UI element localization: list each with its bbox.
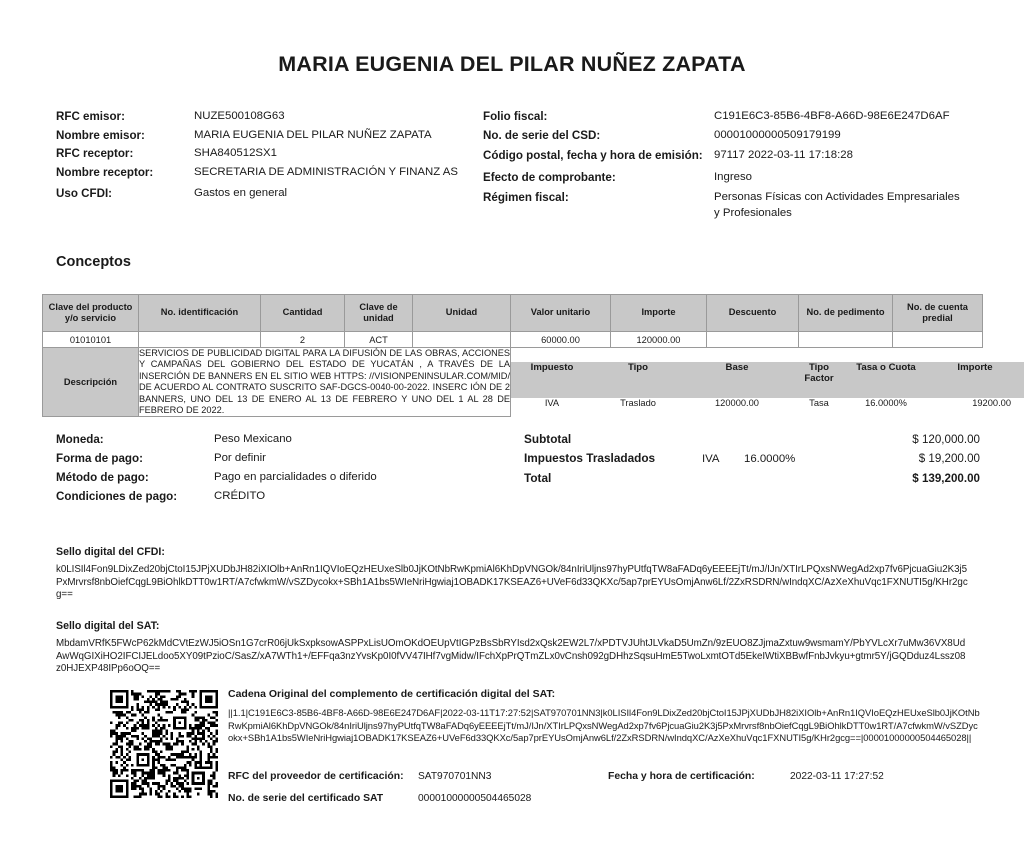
- col-impuesto: Impuesto: [511, 362, 593, 398]
- impuestos-header-row: [511, 362, 1024, 398]
- field-label: Método de pago:: [56, 471, 149, 484]
- field-label: Código postal, fecha y hora de emisión:: [483, 149, 703, 162]
- col-base: Base: [683, 362, 791, 398]
- sello-sat-text: MbdamVRfK5FWcP62kMdCVtEzWJ5iOSn1G7crR06jUkSxpksowASPPxLisUOmOKdOEUpVtIGPzBsSbRYIsd2xQsk2EW2L7/xPDTVJUhtJLVkaD5UmZn/9zEUO8ZJjmaZxtuw9wsmamY/PbYVLcXr7uMw36VX8UdAwWqGIXiHO2IFCIJELdoo5XY09tPzioC/SasZ/xA7WTh1+/EFFqa3nzYvsKp0I0fVV47IHf7vgMidw/IFchXpPrQTmZLx0vCnsh092gDHhzSqsuHmE5TwoLxmtOTd5EkeIWtiXBBwfFnbJvkyu+gtmr5Y/jGQDduz4Lssz08z0HJEXP48IPp6oOQ==: [56, 638, 966, 675]
- field-folio-fiscal: [483, 108, 963, 125]
- field-value: SHA840512SX1: [194, 147, 277, 159]
- row-total: [524, 469, 980, 488]
- col-clave-producto: Clave del producto y/o servicio: [43, 295, 139, 332]
- cell-clave-unidad: ACT: [345, 332, 413, 348]
- field-label: Nombre receptor:: [56, 165, 154, 179]
- cell-importe: 120000.00: [611, 332, 707, 348]
- rfc-proveedor-value: SAT970701NN3: [418, 771, 492, 782]
- field-value: Ingreso: [714, 170, 752, 183]
- cell-impuesto: IVA: [544, 397, 560, 408]
- sello-cfdi-text: k0LISIl4Fon9LDixZed20bjCtoI15JPjXUDbJH82iXIOlb+AnRn1IQVIoEQzHEUxeSlb0JjKOtNbRwKpmiAl6KhDpVNGOk/84nIriUljns97hyPUtfqTW8aFADq6yEEEEjTt/mJ/IJn/XTIrLPQxsNWegAd2xp7fv6PjcuaGiu2K3j5PxMrvrsf8nbOiefCqgL9BiOhlkDTT0w1RT/A7cfwkmW/vSZDycokx+SBh1A1bs5WIeNriHgwiaj1OBADK17KSEAZ6+UVeF6d33QKXc/5ap7prEYUsOmjAnw6Lf/2ZxRSDRN/wIndqXC/AzXeXhuVqc1FXNUTI5g/KHr2gcg==: [56, 564, 968, 601]
- cadena-original-text: ||1.1|C191E6C3-85B6-4BF8-A66D-98E6E247D6AF|2022-03-11T17:27:52|SAT970701NN3|k0LISIl4Fon9LDixZed20bjCtoI15JPjXUDbJH82iXIOlb+AnRn1IQVIoEQzHEUxeSlb0JjKOtNbRwKpmiAl6KhDpVNGOk/84nIriUljns97hyPUtfqTW8aFADq6yEEEEjTt/mJ/IJn/XTIrLPQxsNWegAd2xp7fv6PjcuaGiu2K3j5PxMrvrsf8nbOiefCqgL9BiOhlkDTT0w1RT/A7cfwkmW/vSZDycokx+SBh1A1bs5WIeNriHgwiaj1OBADK17KSEAZ6+UVeF6d33QKXc/5ap7prEYUsOmjAnw6Lf/2ZxRSDRN/wIndqXC/AzXeXhuVqc1FXNUTI5g/KHr2gcg==|00001000000504465028||: [228, 707, 980, 744]
- fecha-certificacion-label: Fecha y hora de certificación:: [608, 771, 755, 782]
- cell-no-pedimento: [799, 332, 893, 348]
- page-title: MARIA EUGENIA DEL PILAR NUÑEZ ZAPATA: [278, 52, 746, 76]
- conceptos-table: [42, 294, 1011, 417]
- field-value: Personas Físicas con Actividades Empresariales y Profesionales: [714, 191, 960, 219]
- sello-cfdi-block: [56, 546, 968, 602]
- sello-sat-block: [56, 620, 968, 676]
- field-metodo-pago: [56, 468, 486, 487]
- cadena-original-title: Cadena Original del complemento de certificación digital del SAT:: [228, 688, 556, 700]
- col-importe: Importe: [611, 295, 707, 332]
- row-rfc-proveedor: [228, 766, 980, 788]
- col-no-pedimento: No. de pedimento: [799, 295, 893, 332]
- cell-tasa-cuota: 16.0000%: [865, 397, 907, 408]
- field-value: MARIA EUGENIA DEL PILAR NUÑEZ ZAPATA: [194, 128, 432, 141]
- field-value: SECRETARIA DE ADMINISTRACIÓN Y FINANZ AS: [194, 165, 458, 178]
- cadena-original-block: [228, 688, 980, 745]
- col-clave-unidad: Clave de unidad: [345, 295, 413, 332]
- col-tipo-factor: Tipo Factor: [791, 362, 847, 398]
- cell-valor-unitario: 60000.00: [511, 332, 611, 348]
- field-condiciones-pago: [56, 487, 486, 506]
- serie-certificado-label: No. de serie del certificado SAT: [228, 793, 384, 804]
- field-nombre-receptor: [56, 164, 476, 181]
- field-value: NUZE500108G63: [194, 110, 285, 122]
- cell-cantidad: 2: [261, 332, 345, 348]
- descripcion-cell: [139, 348, 511, 417]
- field-serie-csd: [483, 127, 963, 144]
- qr-code-cfdi: [110, 690, 218, 798]
- issuer-receiver-fields: [56, 108, 476, 204]
- field-label: Moneda:: [56, 433, 104, 446]
- field-nombre-emisor: [56, 127, 476, 144]
- cell-unidad: [413, 332, 511, 348]
- rfc-proveedor-label: RFC del proveedor de certificación:: [228, 771, 404, 782]
- col-no-identificacion: No. identificación: [139, 295, 261, 332]
- conceptos-heading: Conceptos: [56, 254, 131, 270]
- fiscal-fields: [483, 108, 963, 223]
- field-label: RFC emisor:: [56, 110, 125, 123]
- traslados-rate: 16.0000%: [744, 453, 796, 465]
- col-valor-unitario: Valor unitario: [511, 295, 611, 332]
- field-label: Régimen fiscal:: [483, 191, 569, 204]
- cell-descuento: [707, 332, 799, 348]
- field-label: Forma de pago:: [56, 452, 143, 465]
- field-forma-pago: [56, 449, 486, 468]
- table-header-row: [43, 295, 983, 332]
- field-value: C191E6C3-85B6-4BF8-A66D-98E6E247D6AF: [714, 110, 950, 122]
- field-regimen-fiscal: [483, 189, 963, 221]
- impuestos-row: [511, 398, 1024, 408]
- col-tasa-cuota: Tasa o Cuota: [847, 362, 925, 398]
- field-label: Efecto de comprobante:: [483, 170, 616, 184]
- traslados-amount: $ 19,200.00: [918, 452, 980, 465]
- field-codigo-postal-fecha: [483, 147, 963, 164]
- descripcion-text: SERVICIOS DE PUBLICIDAD DIGITAL PARA LA DIFUSIÓN DE LAS OBRAS, ACCIONES Y CAMPAÑAS DEL GOBIERNO DEL ESTADO DE YUCATÁN , A TRAVÉS DE LA INSERCIÓN DE BANNERS EN EL SITIO WEB HTTPS: //VISIONPENINSULAR.COM/MID/ DE ACUERDO AL CONTRATO SUSCRITO SAF-DGCS-0040-00-2022. INSERC IÓN DE 2 BANNERS, UNO DEL 13 DE ENERO AL 13 DE FEBRERO Y UNO DEL 1 AL 28 DE FEBRERO DE 2022.: [139, 348, 510, 416]
- cell-base: 120000.00: [715, 397, 759, 408]
- descripcion-row: [43, 348, 983, 417]
- field-value: 00001000000509179199: [714, 128, 841, 141]
- cell-no-identificacion: [139, 332, 261, 348]
- table-row: [43, 332, 983, 348]
- total-label: Total: [524, 471, 552, 485]
- field-label: Condiciones de pago:: [56, 490, 178, 503]
- row-serie-certificado: [228, 788, 980, 810]
- traslados-tax: IVA: [702, 453, 720, 465]
- cell-no-cuenta-predial: [893, 332, 983, 348]
- cell-impuesto-importe: 19200.00: [972, 397, 1011, 408]
- cell-tipo: Traslado: [620, 397, 656, 408]
- field-label: Folio fiscal:: [483, 110, 548, 123]
- col-impuesto-importe: Importe: [925, 362, 1024, 398]
- field-label: No. de serie del CSD:: [483, 128, 601, 142]
- field-moneda: [56, 430, 486, 449]
- totals-summary: [524, 430, 980, 488]
- serie-certificado-value: 00001000000504465028: [418, 793, 532, 804]
- field-rfc-emisor: [56, 108, 476, 125]
- impuestos-table: [511, 362, 1024, 408]
- col-tipo: Tipo: [593, 362, 683, 398]
- traslados-label: Impuestos Trasladados: [524, 451, 656, 465]
- field-value: Pago en parcialidades o diferido: [214, 471, 377, 483]
- total-amount: $ 139,200.00: [912, 472, 980, 485]
- field-rfc-receptor: [56, 145, 476, 162]
- field-value: 97117 2022-03-11 17:18:28: [714, 149, 853, 161]
- field-label: Nombre emisor:: [56, 128, 145, 142]
- cell-clave-producto: 01010101: [43, 332, 139, 348]
- field-uso-cfdi: [56, 185, 476, 202]
- col-cantidad: Cantidad: [261, 295, 345, 332]
- sello-sat-title: Sello digital del SAT:: [56, 620, 160, 632]
- field-value: Peso Mexicano: [214, 433, 292, 445]
- field-value: Gastos en general: [194, 187, 288, 199]
- row-subtotal: [524, 430, 980, 449]
- row-impuestos-trasladados: [524, 449, 980, 469]
- sello-cfdi-title: Sello digital del CFDI:: [56, 546, 165, 558]
- field-label: RFC receptor:: [56, 147, 134, 160]
- col-unidad: Unidad: [413, 295, 511, 332]
- certificacion-block: [228, 766, 980, 810]
- fecha-certificacion-value: 2022-03-11 17:27:52: [790, 771, 884, 782]
- payment-info: [56, 430, 486, 506]
- field-efecto-comprobante: [483, 169, 963, 186]
- subtotal-label: Subtotal: [524, 432, 572, 446]
- col-descuento: Descuento: [707, 295, 799, 332]
- field-value: CRÉDITO: [214, 490, 266, 502]
- field-value: Por definir: [214, 452, 266, 464]
- impuestos-cell: [511, 348, 1011, 417]
- descripcion-label: Descripción: [43, 348, 139, 417]
- field-label: Uso CFDI:: [56, 187, 113, 200]
- subtotal-amount: $ 120,000.00: [912, 433, 980, 446]
- col-no-cuenta-predial: No. de cuenta predial: [893, 295, 983, 332]
- cell-tipo-factor: Tasa: [809, 397, 829, 408]
